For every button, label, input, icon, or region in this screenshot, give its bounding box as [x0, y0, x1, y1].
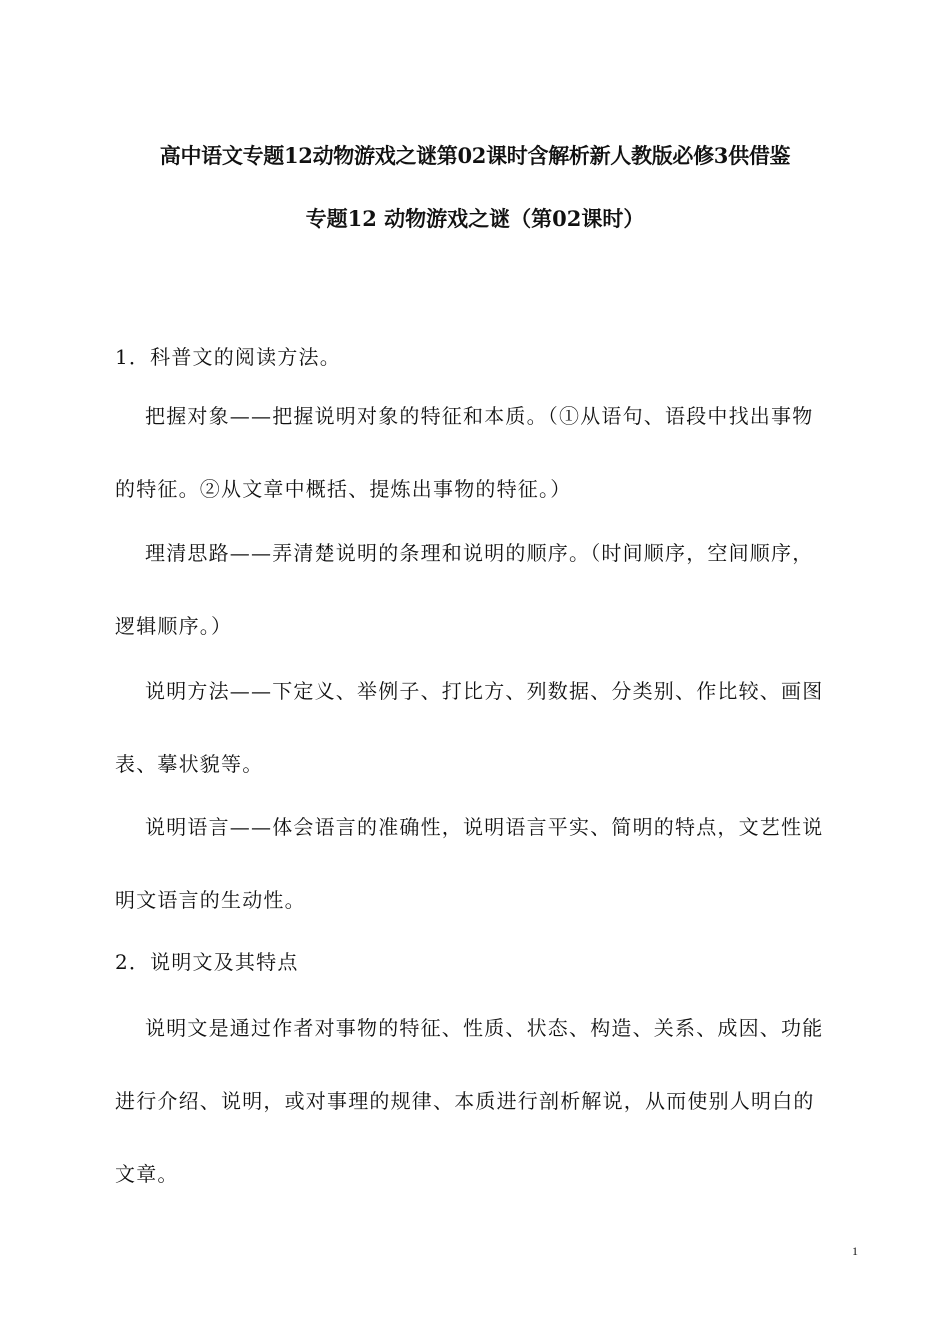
paragraph-line: 说明文是通过作者对事物的特征、性质、状态、构造、关系、成因、功能: [145, 1016, 824, 1040]
paragraph-line: 进行介绍、说明，或对事理的规律、本质进行剖析解说，从而使别人明白的: [115, 1089, 815, 1113]
paragraph-line: 表、摹状貌等。: [115, 752, 264, 776]
paragraph-line: 文章。: [115, 1162, 179, 1186]
document-title: 高中语文专题12动物游戏之谜第02课时含解析新人教版必修3供借鉴: [159, 143, 791, 168]
paragraph-line: 把握对象——把握说明对象的特征和本质。（①从语句、语段中找出事物: [145, 404, 814, 428]
section-heading: 2．说明文及其特点: [115, 950, 299, 974]
paragraph-line: 明文语言的生动性。: [115, 888, 306, 912]
paragraph-line: 说明语言——体会语言的准确性，说明语言平实、简明的特点，文艺性说: [145, 815, 824, 839]
document-subtitle: 专题12 动物游戏之谜（第02课时）: [305, 206, 645, 231]
page-number: 1: [852, 1244, 858, 1258]
paragraph-line: 理清思路——弄清楚说明的条理和说明的顺序。（时间顺序，空间顺序，: [145, 541, 814, 565]
paragraph-line: 的特征。②从文章中概括、提炼出事物的特征。）: [115, 477, 572, 501]
paragraph-line: 说明方法——下定义、举例子、打比方、列数据、分类别、作比较、画图: [145, 679, 824, 703]
paragraph-line: 逻辑顺序。）: [115, 614, 233, 638]
section-heading: 1．科普文的阅读方法。: [115, 345, 341, 369]
